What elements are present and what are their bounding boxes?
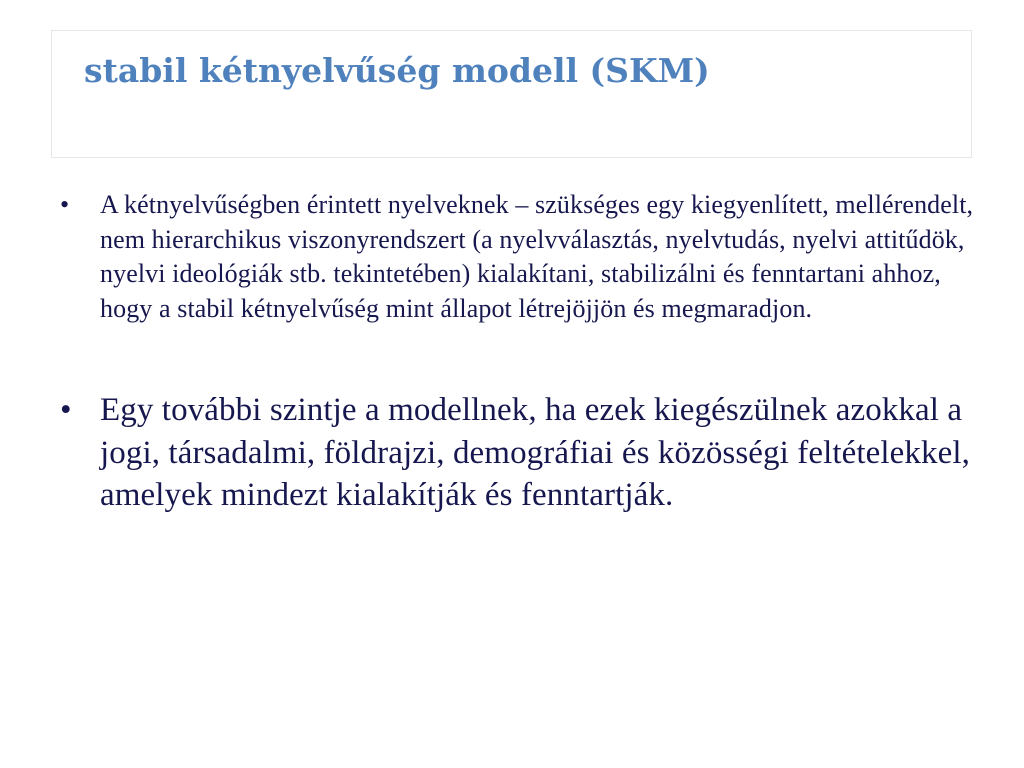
- bullet-text-2: Egy további szintje a modellnek, ha ezek kiegészülnek azokkal a jogi, társadalmi, földrajzi, demográfiai és közösségi feltételekkel, amelyek mindezt kialakítják és fenntartják.: [100, 392, 970, 514]
- bullet-item-1: [54, 188, 974, 326]
- bullet-icon: •: [60, 392, 72, 429]
- bullet-icon: •: [60, 190, 70, 219]
- bullet-item-2: [54, 389, 974, 517]
- slide-title: stabil kétnyelvűség modell (SKM): [84, 51, 710, 90]
- bullet-list: [54, 188, 974, 517]
- bullet-text-1: A kétnyelvűségben érintett nyelveknek – szükséges egy kiegyenlített, mellérendelt, nem hierarchikus viszonyrendszert (a nyelvválasztás, nyelvtudás, nyelvi attitűdök, nyelvi ideológiák stb. tekintetében) kialakítani, stabilizálni és fenntartani ahhoz, hogy a stabil kétnyelvűség mint állapot létrejöjjön és megmaradjon.: [100, 190, 974, 323]
